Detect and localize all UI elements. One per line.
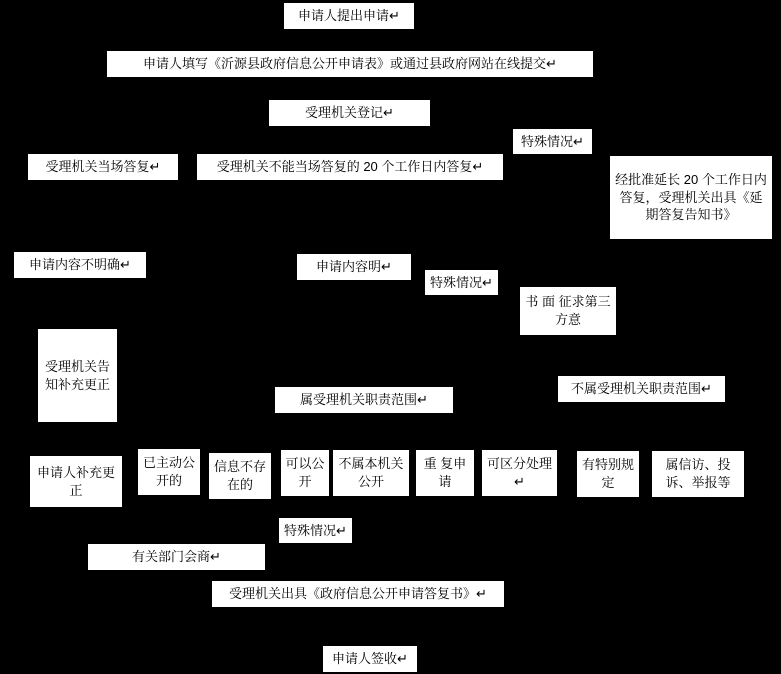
flow-node-n1: 申请人提出申请↵ <box>283 2 415 30</box>
flow-node-n23: 属信访、投诉、举报等 <box>651 450 745 498</box>
flow-node-n6: 受理机关不能当场答复的 20 个工作日内答复↵ <box>196 153 504 181</box>
flow-node-n12: 受理机关告知补充更正 <box>37 328 118 423</box>
flow-node-n27: 申请人签收↵ <box>322 645 418 673</box>
flow-node-n5: 受理机关当场答复↵ <box>27 153 179 181</box>
flow-node-n16: 已主动公开的 <box>137 448 201 496</box>
flow-node-n26: 受理机关出具《政府信息公开申请答复书》↵ <box>211 580 505 608</box>
flow-node-n20: 重 复申请 <box>415 449 475 497</box>
flow-node-n4: 特殊情况↵ <box>512 128 593 155</box>
flow-node-n22: 有特别规定 <box>576 450 640 498</box>
flow-node-n7: 经批准延长 20 个工作日内答复，受理机关出具《延期答复告知书》 <box>609 155 773 240</box>
flow-node-n17: 信息不存在的 <box>208 452 272 500</box>
flow-node-n11: 书 面 征求第三方意 <box>519 286 617 336</box>
flow-node-n2: 申请人填写《沂源县政府信息公开申请表》或通过县政府网站在线提交↵ <box>106 50 594 78</box>
flow-node-n14: 不属受理机关职责范围↵ <box>557 375 726 403</box>
flow-node-n8: 申请内容不明确↵ <box>13 251 147 279</box>
flow-node-n25: 有关部门会商↵ <box>87 543 266 571</box>
flow-node-n21: 可区分处理↵ <box>481 449 558 497</box>
flow-node-n13: 属受理机关职责范围↵ <box>274 386 454 414</box>
flow-node-n15: 申请人补充更正 <box>29 455 123 508</box>
flow-node-n10: 特殊情况↵ <box>424 269 499 296</box>
flow-node-n9: 申请内容明↵ <box>296 253 412 281</box>
flow-node-n3: 受理机关登记↵ <box>268 99 431 127</box>
flow-node-n24: 特殊情况↵ <box>278 517 353 544</box>
flow-node-n18: 可以公开 <box>280 449 330 497</box>
flow-node-n19: 不属本机关公开 <box>332 449 410 497</box>
